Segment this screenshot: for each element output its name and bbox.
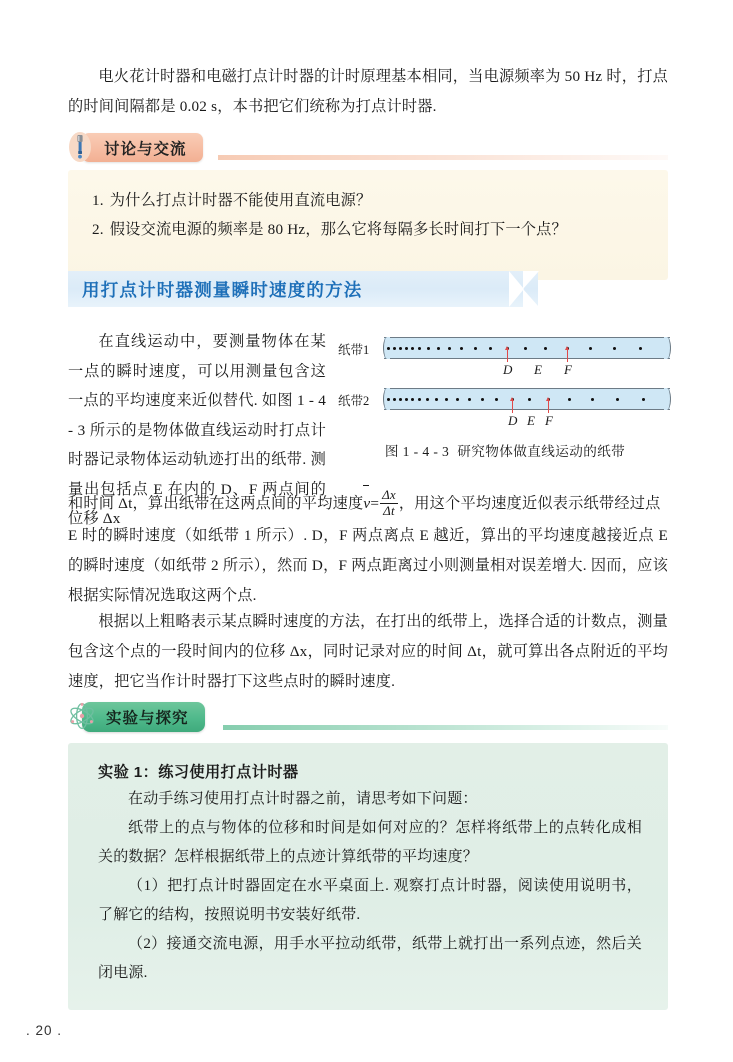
formula-line-suffix: ，用这个平均速度近似表示纸带经过点 xyxy=(398,495,661,512)
experiment-paragraph: 纸带上的点与物体的位移和时间是如何对应的？怎样将纸带上的点转化成相关的数据？怎样根据纸带上的点迹计算纸带的平均速度？ xyxy=(98,820,642,865)
formula-equals: = xyxy=(370,495,380,512)
discussion-question xyxy=(92,186,644,215)
question-number: 2. xyxy=(92,221,104,238)
figure-caption-number: 图 1 - 4 - 3 xyxy=(384,444,450,459)
formula-line xyxy=(68,487,668,521)
pencil-lightbulb-icon xyxy=(68,131,94,163)
tape2-point-d: D xyxy=(508,413,518,428)
tape1-strip xyxy=(384,337,670,359)
experiment-paragraph: （2）接通交流电源，用手水平拉动纸带，纸带上就打出一系列点迹，然后关闭电源. xyxy=(98,936,642,981)
experiment-tag-label: 实验与探究 xyxy=(106,710,189,727)
formula-v-bar: v xyxy=(363,487,370,521)
formula-numerator: Δx xyxy=(382,487,396,503)
experiment-tag-tail xyxy=(223,725,668,730)
question-text: 为什么打点计时器不能使用直流电源？ xyxy=(109,192,372,209)
question-text: 假设交流电源的频率是 80 Hz，那么它将每隔多长时间打下一个点？ xyxy=(109,221,567,238)
tape1-marker-f xyxy=(567,349,568,362)
tape1-point-e: E xyxy=(534,362,542,377)
experiment-paragraph: 在动手练习使用打点计时器之前，请思考如下问题： xyxy=(128,791,478,807)
discussion-tag-pill xyxy=(82,133,203,162)
wrap-paragraph-text: 在直线运动中，要测量物体在某一点的瞬时速度，可以用测量包含这一点的平均速度来近似替代. 如图 1 - 4 - 3 所示的是物体做直线运动时打点计时器记录物体运动轨迹打出的纸带. 测量出包括点 E 在内的 D、F 两点间的位移 Δx xyxy=(68,333,326,527)
discussion-tag-tail xyxy=(218,155,668,160)
body-after-paragraph: E 时的瞬时速度（如纸带 1 所示）. D，F 两点离点 E 越近，算出的平均速度越接近点 E 的瞬时速度（如纸带 2 所示），然而 D，F 两点距离过小则测量相对误差增大. 因而，应该根据实际情况选取这两个点. xyxy=(68,527,668,604)
tape2-marker-d xyxy=(512,400,513,413)
discussion-body xyxy=(68,170,668,280)
tape2-point-f: F xyxy=(545,413,553,428)
experiment-body xyxy=(68,743,668,1010)
summary-paragraph: 根据以上粗略表示某点瞬时速度的方法，在打出的纸带上，选择合适的计数点，测量包含这个点的一段时间内的位移 Δx，同时记录对应的时间 Δt，就可算出各点附近的平均速度，把它当作计时器打下这些点时的瞬时速度. xyxy=(68,613,668,690)
tape-row-2 xyxy=(338,386,672,432)
intro-paragraph: 电火花计时器和电磁打点计时器的计时原理基本相同，当电源频率为 50 Hz 时，打点的时间间隔都是 0.02 s，本书把它们统称为打点计时器. xyxy=(68,68,668,115)
atom-icon xyxy=(68,700,94,732)
tape2-point-e: E xyxy=(527,413,535,428)
section-heading-label: 用打点计时器测量瞬时速度的方法 xyxy=(82,279,363,300)
page-number: . 20 . xyxy=(26,1023,63,1038)
tape2-label: 纸带2 xyxy=(338,394,370,408)
tape1-point-d: D xyxy=(503,362,513,377)
figure-caption xyxy=(338,440,672,460)
formula-line-prefix: 和时间 Δt，算出纸带在这两点间的平均速度 xyxy=(68,495,364,512)
question-number: 1. xyxy=(92,192,104,209)
figure-caption-text: 研究物体做直线运动的纸带 xyxy=(457,444,626,459)
tape2-strip xyxy=(384,388,670,410)
experiment-title: 实验 1：练习使用打点计时器 xyxy=(98,764,299,781)
section-heading-notch xyxy=(509,271,524,307)
section-heading xyxy=(68,271,538,307)
formula-fraction xyxy=(380,488,398,518)
experiment-tag-pill xyxy=(82,702,205,732)
tape-row-1 xyxy=(338,335,672,381)
figure-1-4-3 xyxy=(338,335,672,460)
tape2-marker-f xyxy=(548,400,549,413)
experiment-tag-row xyxy=(68,702,668,733)
tape1-marker-d xyxy=(507,349,508,362)
discussion-tag-label: 讨论与交流 xyxy=(104,140,187,158)
discussion-tag-row xyxy=(68,133,668,164)
discussion-question xyxy=(92,215,644,244)
experiment-block xyxy=(68,702,668,1010)
formula-denominator: Δt xyxy=(383,503,395,519)
section-heading-edge xyxy=(523,271,539,307)
experiment-paragraph: （1）把打点计时器固定在水平桌面上. 观察打点计时器，阅读使用说明书，了解它的结构，按照说明书安装好纸带. xyxy=(98,878,642,923)
discussion-block xyxy=(68,133,668,280)
tape1-point-f: F xyxy=(564,362,572,377)
tape1-label: 纸带1 xyxy=(338,343,370,357)
body-after-figure xyxy=(68,487,668,611)
